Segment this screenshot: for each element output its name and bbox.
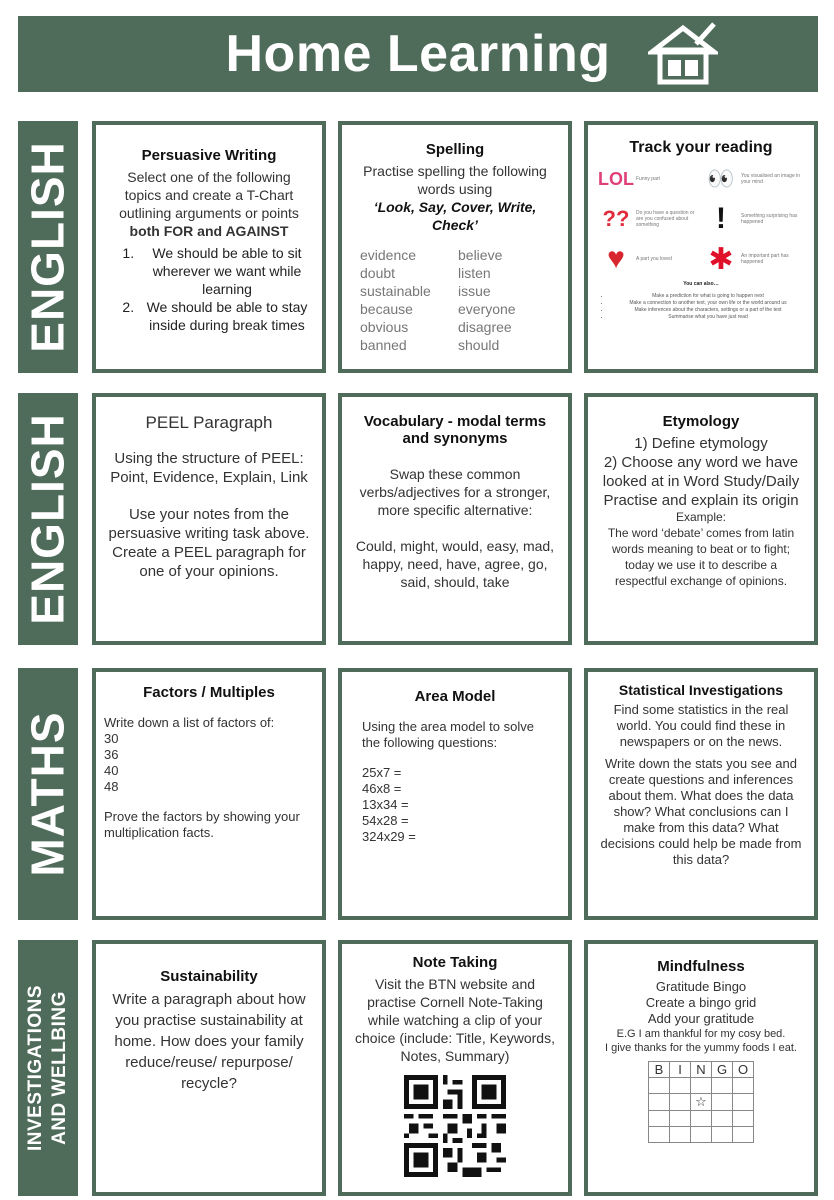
note-taking-card	[338, 940, 572, 1196]
section-label: ENGLISH	[22, 141, 74, 353]
track-note: An important part has happened	[741, 253, 789, 265]
track-note: You visualised an image in your mind	[741, 173, 801, 185]
list-item: • Make inferences about the characters, settings or a part of the text	[610, 307, 806, 314]
track-row	[596, 241, 806, 277]
card-text: Using the area model to solve the following questions:	[362, 719, 534, 750]
factor-number: 40	[104, 763, 119, 778]
card-text: Write down a list of factors of:	[104, 715, 275, 730]
list-item: doubt	[360, 265, 396, 281]
vocabulary-card	[338, 393, 572, 645]
card-text: Create a bingo grid	[645, 995, 757, 1010]
header-banner	[18, 16, 818, 92]
card-title: Factors / Multiples	[143, 684, 275, 701]
list-item: because	[360, 301, 413, 317]
card-title: Area Model	[414, 688, 496, 705]
peel-card	[92, 393, 326, 645]
eyes-icon: 👀	[707, 166, 735, 191]
card-title: Statistical Investigations	[618, 682, 784, 698]
bingo-header: N	[691, 1062, 712, 1078]
track-note: Do you have a question or are you confused about something	[636, 210, 695, 228]
bingo-header: O	[733, 1062, 754, 1078]
section-english-2	[18, 393, 78, 645]
card-title: PEEL Paragraph	[145, 413, 273, 432]
list-item: sustainable	[360, 283, 431, 299]
lol-icon: LOL	[598, 168, 634, 189]
card-text: I give thanks for the yummy foods I eat.	[605, 1042, 797, 1054]
heart-icon: ♥	[607, 242, 625, 275]
track-row	[596, 161, 806, 197]
etymology-card	[584, 393, 818, 645]
exclamation-icon: !	[716, 202, 726, 235]
area-model-card	[338, 668, 572, 920]
card-title: Persuasive Writing	[141, 147, 277, 164]
card-text: Gratitude Bingo	[655, 979, 747, 994]
section-label: MATHS	[22, 711, 74, 877]
sustainability-card	[92, 940, 326, 1196]
mindfulness-card	[584, 940, 818, 1196]
card-text: Add your gratitude	[647, 1011, 755, 1026]
factor-number: 36	[104, 747, 119, 762]
factors-card	[92, 668, 326, 920]
card-text: Could, might, would, easy, mad, happy, need, have, agree, go, said, should, take	[355, 538, 555, 590]
section-investigations	[18, 940, 78, 1196]
house-book-pencil-icon	[648, 22, 718, 86]
track-note: A part you loved	[636, 256, 672, 262]
reading-tips	[596, 293, 806, 321]
list-item: issue	[458, 283, 491, 299]
card-title: Track your reading	[629, 139, 773, 156]
bingo-header: B	[649, 1062, 670, 1078]
card-title: Mindfulness	[657, 958, 745, 975]
track-note: Funny part	[636, 176, 660, 182]
card-text: Use your notes from the persuasive writing task above. Create a PEEL paragraph for one of your opinions.	[108, 506, 310, 580]
question-marks-icon: ??	[602, 206, 630, 231]
card-text: Write down the stats you see and create questions and inferences about them. What does the data show? What conclusions can I make from this data? What decisions could help be made from this data?	[600, 756, 802, 867]
card-title: Spelling	[425, 141, 485, 158]
list-item: listen	[458, 265, 491, 281]
card-text: Visit the BTN website and practise Cornell Note-Taking while watching a clip of your choice (include: Title, Keywords, Notes, Summary)	[355, 976, 555, 1064]
card-title: Sustainability	[160, 968, 258, 985]
question: 54x28 =	[362, 813, 409, 828]
question: 13x34 =	[362, 797, 409, 812]
card-title: Etymology	[662, 413, 740, 430]
track-row	[596, 201, 806, 237]
question: 324x29 =	[362, 829, 416, 844]
list-item: banned	[360, 337, 407, 353]
track-reading-card	[584, 121, 818, 373]
bingo-header: G	[712, 1062, 733, 1078]
section-english-1	[18, 121, 78, 373]
list-item: should	[458, 337, 500, 353]
list-item: obvious	[360, 319, 409, 335]
list-item: • Summarise what you have just read	[610, 314, 806, 321]
card-text: Using the structure of PEEL: Point, Evidence, Explain, Link	[110, 450, 308, 486]
bingo-header: I	[670, 1062, 691, 1078]
page-title: Home Learning	[225, 25, 611, 83]
list-item: believe	[458, 247, 503, 263]
card-text: 1) Define etymology	[634, 435, 768, 452]
card-text: Find some statistics in the real world. You could find these in newspapers or on the news.	[613, 702, 789, 749]
list-heading: You can also…	[683, 281, 719, 287]
topic-list	[108, 244, 310, 334]
card-title: Note Taking	[412, 954, 498, 971]
spelling-method: ‘Look, Say, Cover, Write, Check’	[373, 199, 537, 233]
statistics-card	[584, 668, 818, 920]
list-item: • Make a connection to another text, your own life or the world around us	[610, 300, 806, 307]
section-label: INVESTIGATIONS AND WELLBING	[25, 984, 70, 1152]
persuasive-writing-card	[92, 121, 326, 373]
question: 46x8 =	[362, 781, 402, 796]
example-label: Example:	[675, 510, 727, 524]
list-item: • Make a prediction for what is going to happen next	[610, 293, 806, 300]
list-item: 2. We should be able to stay inside during break times	[138, 298, 310, 334]
card-intro: Select one of the following topics and create a T-Chart outlining arguments or points both FOR and AGAINST	[119, 169, 299, 239]
card-text: Write a paragraph about how you practise sustainability at home. How does your family reduce/reuse/ repurpose/ recycle?	[112, 991, 306, 1092]
question: 25x7 =	[362, 765, 402, 780]
spelling-card	[338, 121, 572, 373]
word-list	[354, 246, 556, 354]
qr-code-icon[interactable]	[404, 1075, 506, 1177]
list-item: disagree	[458, 319, 512, 335]
card-title: Vocabulary - modal terms and synonyms	[363, 413, 547, 447]
card-text: Swap these common verbs/adjectives for a stronger, more specific alternative:	[359, 466, 551, 518]
asterisk-icon: ✱	[708, 242, 734, 276]
bingo-grid	[648, 1061, 754, 1143]
card-text: 2) Choose any word we have looked at in Word Study/Daily Practise and explain its origin	[602, 454, 800, 509]
list-item: 1. We should be able to sit wherever we want while learning	[138, 244, 310, 298]
list-item: everyone	[458, 301, 516, 317]
card-intro: Practise spelling the following words using	[363, 163, 547, 197]
track-note: Something surprising has happened	[741, 213, 798, 225]
list-item: evidence	[360, 247, 417, 263]
factor-number: 30	[104, 731, 119, 746]
example-text: The word ‘debate’ comes from latin words meaning to beat or to fight; today we use it to describe a respectful exchange of opinions.	[607, 526, 795, 588]
star-icon: ☆	[691, 1094, 712, 1111]
factor-number: 48	[104, 779, 119, 794]
card-text: Prove the factors by showing your multiplication facts.	[104, 809, 300, 840]
section-maths	[18, 668, 78, 920]
section-label: ENGLISH	[22, 413, 74, 625]
card-text: E.G I am thankful for my cosy bed.	[616, 1028, 786, 1040]
